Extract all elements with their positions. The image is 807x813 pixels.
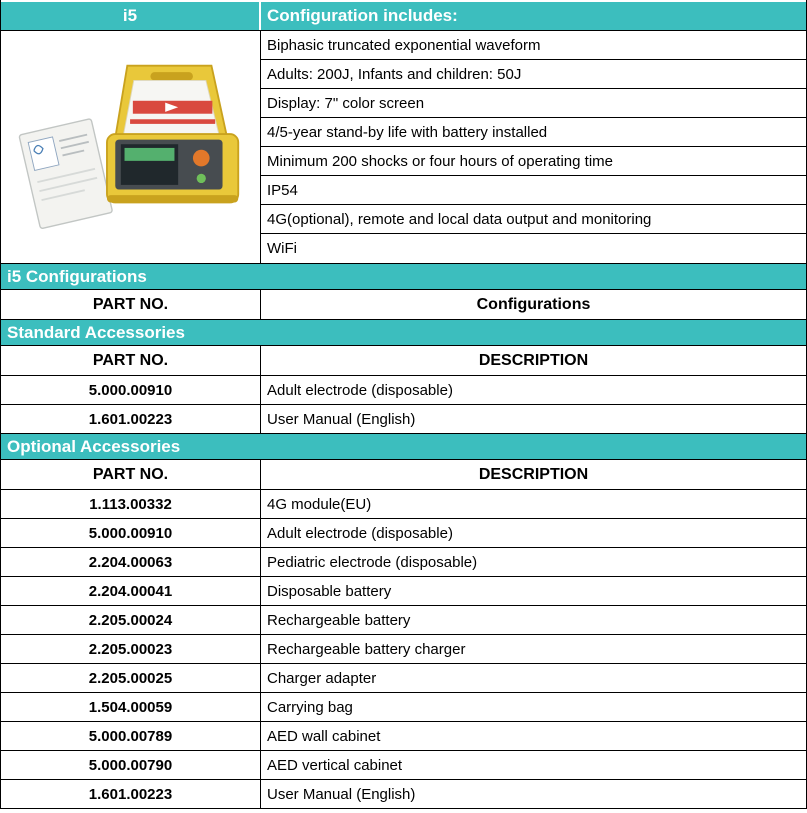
- part-no-cell: 2.205.00024: [1, 606, 261, 634]
- description-cell: Adult electrode (disposable): [267, 381, 453, 399]
- part-no-cell: 1.601.00223: [1, 780, 261, 808]
- table-row: [1, 577, 806, 606]
- table-row: [1, 519, 806, 548]
- part-no-cell: 1.601.00223: [1, 405, 261, 433]
- table-row: [1, 693, 806, 722]
- column-header-row: [1, 290, 806, 320]
- electrode-pads-packet: [18, 119, 112, 229]
- aed-device-image: [15, 49, 247, 245]
- description-cell: Disposable battery: [267, 582, 392, 600]
- description-cell: Pediatric electrode (disposable): [267, 553, 478, 571]
- part-no-header: PART NO.: [1, 290, 261, 319]
- table-row: [1, 376, 806, 405]
- part-no-cell: 2.205.00025: [1, 664, 261, 692]
- section-bar-optional-accessories: Optional Accessories: [1, 434, 806, 460]
- description-cell: User Manual (English): [267, 785, 416, 803]
- section-bar-i5-configurations: i5 Configurations: [1, 264, 806, 290]
- part-no-cell: 5.000.00790: [1, 751, 261, 779]
- configurations-header: Configurations: [476, 295, 591, 313]
- part-no-cell: 2.205.00023: [1, 635, 261, 663]
- config-item: WiFi: [267, 240, 297, 257]
- product-header-row: [1, 2, 806, 31]
- product-image-cell: [1, 31, 261, 263]
- description-cell: Charger adapter: [267, 669, 377, 687]
- table-row: [1, 606, 806, 635]
- table-row: [1, 751, 806, 780]
- description-cell: User Manual (English): [267, 410, 416, 428]
- config-item: Adults: 200J, Infants and children: 50J: [261, 60, 806, 89]
- section-bar-standard-accessories: Standard Accessories: [1, 320, 806, 346]
- column-header-row: [1, 460, 806, 490]
- column-header-row: [1, 346, 806, 376]
- configuration-list: [261, 31, 806, 263]
- description-cell: Rechargeable battery charger: [267, 640, 466, 658]
- part-no-header: PART NO.: [1, 346, 261, 375]
- description-cell: Rechargeable battery: [267, 611, 411, 629]
- configuration-includes-header: Configuration includes:: [261, 2, 806, 30]
- description-header: DESCRIPTION: [478, 351, 589, 369]
- device-lid: [115, 66, 227, 138]
- description-cell: Adult electrode (disposable): [267, 524, 453, 542]
- description-header: DESCRIPTION: [478, 465, 589, 483]
- product-name-cell: i5: [1, 2, 261, 30]
- part-no-cell: 1.504.00059: [1, 693, 261, 721]
- table-row: [1, 722, 806, 751]
- table-row: [1, 490, 806, 519]
- config-item: 4G(optional), remote and local data output and monitoring: [261, 205, 806, 234]
- table-row: [1, 664, 806, 693]
- part-no-cell: 1.113.00332: [1, 490, 261, 518]
- part-no-cell: 5.000.00910: [1, 519, 261, 547]
- description-cell: Carrying bag: [267, 698, 353, 716]
- part-no-cell: 5.000.00910: [1, 376, 261, 404]
- config-item: Minimum 200 shocks or four hours of operating time: [261, 147, 806, 176]
- part-no-cell: 5.000.00789: [1, 722, 261, 750]
- description-cell: AED wall cabinet: [267, 727, 381, 745]
- description-cell: 4G module(EU): [267, 495, 372, 513]
- part-no-cell: 2.204.00041: [1, 577, 261, 605]
- part-no-cell: 2.204.00063: [1, 548, 261, 576]
- table-row: [1, 635, 806, 664]
- table-row: [1, 548, 806, 577]
- table-row: [1, 405, 806, 434]
- table-row: [1, 780, 806, 809]
- part-no-header: PART NO.: [1, 460, 261, 489]
- device-base: [106, 134, 237, 202]
- config-item: Display: 7" color screen: [261, 89, 806, 118]
- description-cell: AED vertical cabinet: [267, 756, 403, 774]
- config-item: IP54: [261, 176, 806, 205]
- product-block: [1, 31, 806, 264]
- config-item: Biphasic truncated exponential waveform: [261, 31, 806, 60]
- config-item: 4/5-year stand-by life with battery installed: [261, 118, 806, 147]
